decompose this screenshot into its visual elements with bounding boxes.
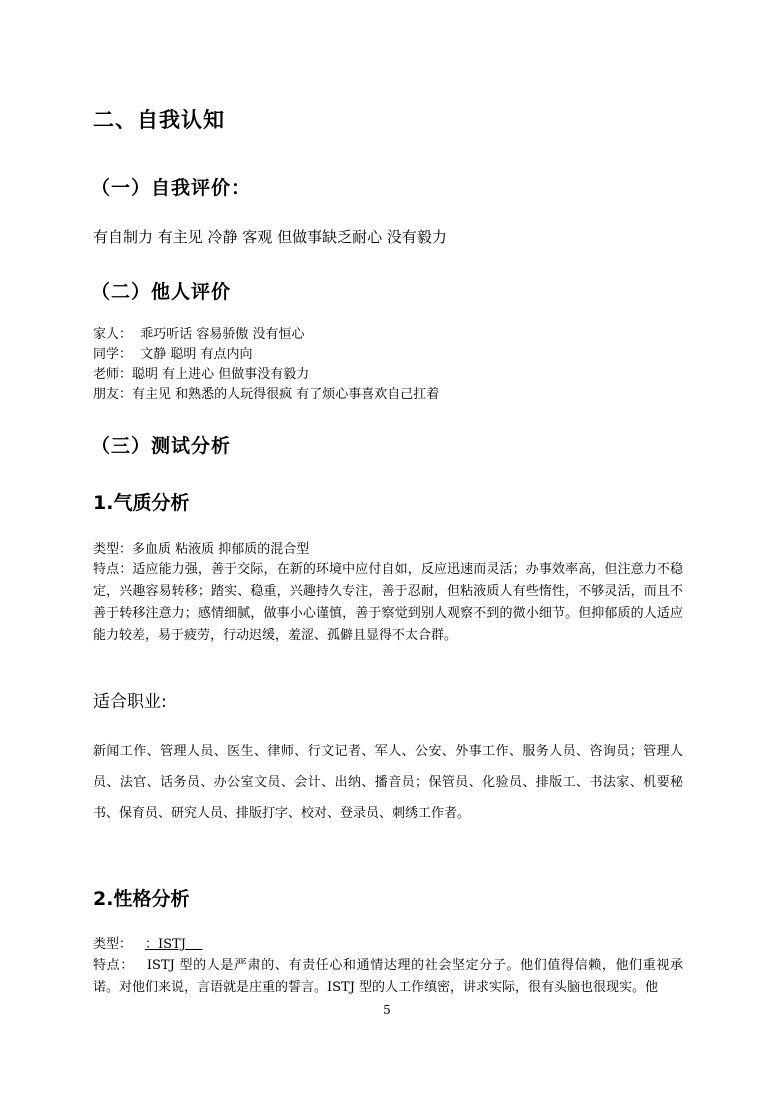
temperament-type: 类型：多血质 粘液质 抑郁质的混合型 (93, 542, 310, 557)
others-eval-classmates: 同学： 文静 聪明 有点内向 (93, 347, 253, 362)
personality-features-text: ISTJ 型的人是严肃的、有责任心和通情达理的社会坚定分子。他们值得信赖，他们重视承诺。对他们来说，言语就是庄重的誓言。ISTJ 型的人工作缜密，讲求实际，很有头脑也很现实。他 (93, 958, 683, 995)
personality-type-label: 类型： (93, 937, 133, 952)
personality-features (93, 955, 683, 999)
personality-heading: 2.性格分析 (93, 888, 190, 910)
others-eval-heading: （二）他人评价 (91, 281, 232, 303)
others-eval-family: 家人： 乖巧听话 容易骄傲 没有恒心 (93, 327, 305, 342)
section-title: 二、自我认知 (93, 108, 225, 132)
test-analysis-heading: （三）测试分析 (91, 435, 232, 457)
self-eval-heading: （一）自我评价： (91, 177, 252, 199)
others-eval-friends: 朋友：有主见 和熟悉的人玩得很疯 有了烦心事喜欢自己扛着 (93, 387, 440, 402)
jobs-heading: 适合职业: (93, 692, 167, 712)
others-eval-list (93, 325, 439, 405)
self-eval-text: 有自制力 有主见 冷静 客观 但做事缺乏耐心 没有毅力 (93, 228, 447, 246)
jobs-list: 新闻工作、管理人员、医生、律师、行文记者、军人、公安、外事工作、服务人员、咨询员；管理人员、法官、话务员、办公室文员、会计、出纳、播音员；保管员、化验员、排版工、书法家、机要秘书、保育员、研究人员、排版打字、校对、登录员、刺绣工作者。 (93, 744, 683, 821)
temperament-heading: 1.气质分析 (93, 492, 190, 514)
page-number: 5 (383, 1003, 391, 1017)
others-eval-teacher: 老师：聪明 有上进心 但做事没有毅力 (93, 367, 310, 382)
personality-type-value: ：ISTJ (145, 937, 186, 952)
personality-features-label: 特点： (93, 958, 134, 973)
personality-type-line (93, 935, 202, 955)
temperament-features: 特点：适应能力强，善于交际，在新的环境中应付自如，反应迅速而灵活；办事效率高，但注意力不稳定，兴趣容易转移；踏实、稳重，兴趣持久专注，善于忍耐，但粘液质人有些惰性，不够灵活，而且不善于转移注意力；感情细腻，做事小心谨慎，善于察觉到别人观察不到的微小细节。但抑郁质的人适应能力较差，易于疲劳，行动迟缓，羞涩、孤僻且显得不太合群。 (93, 562, 683, 643)
